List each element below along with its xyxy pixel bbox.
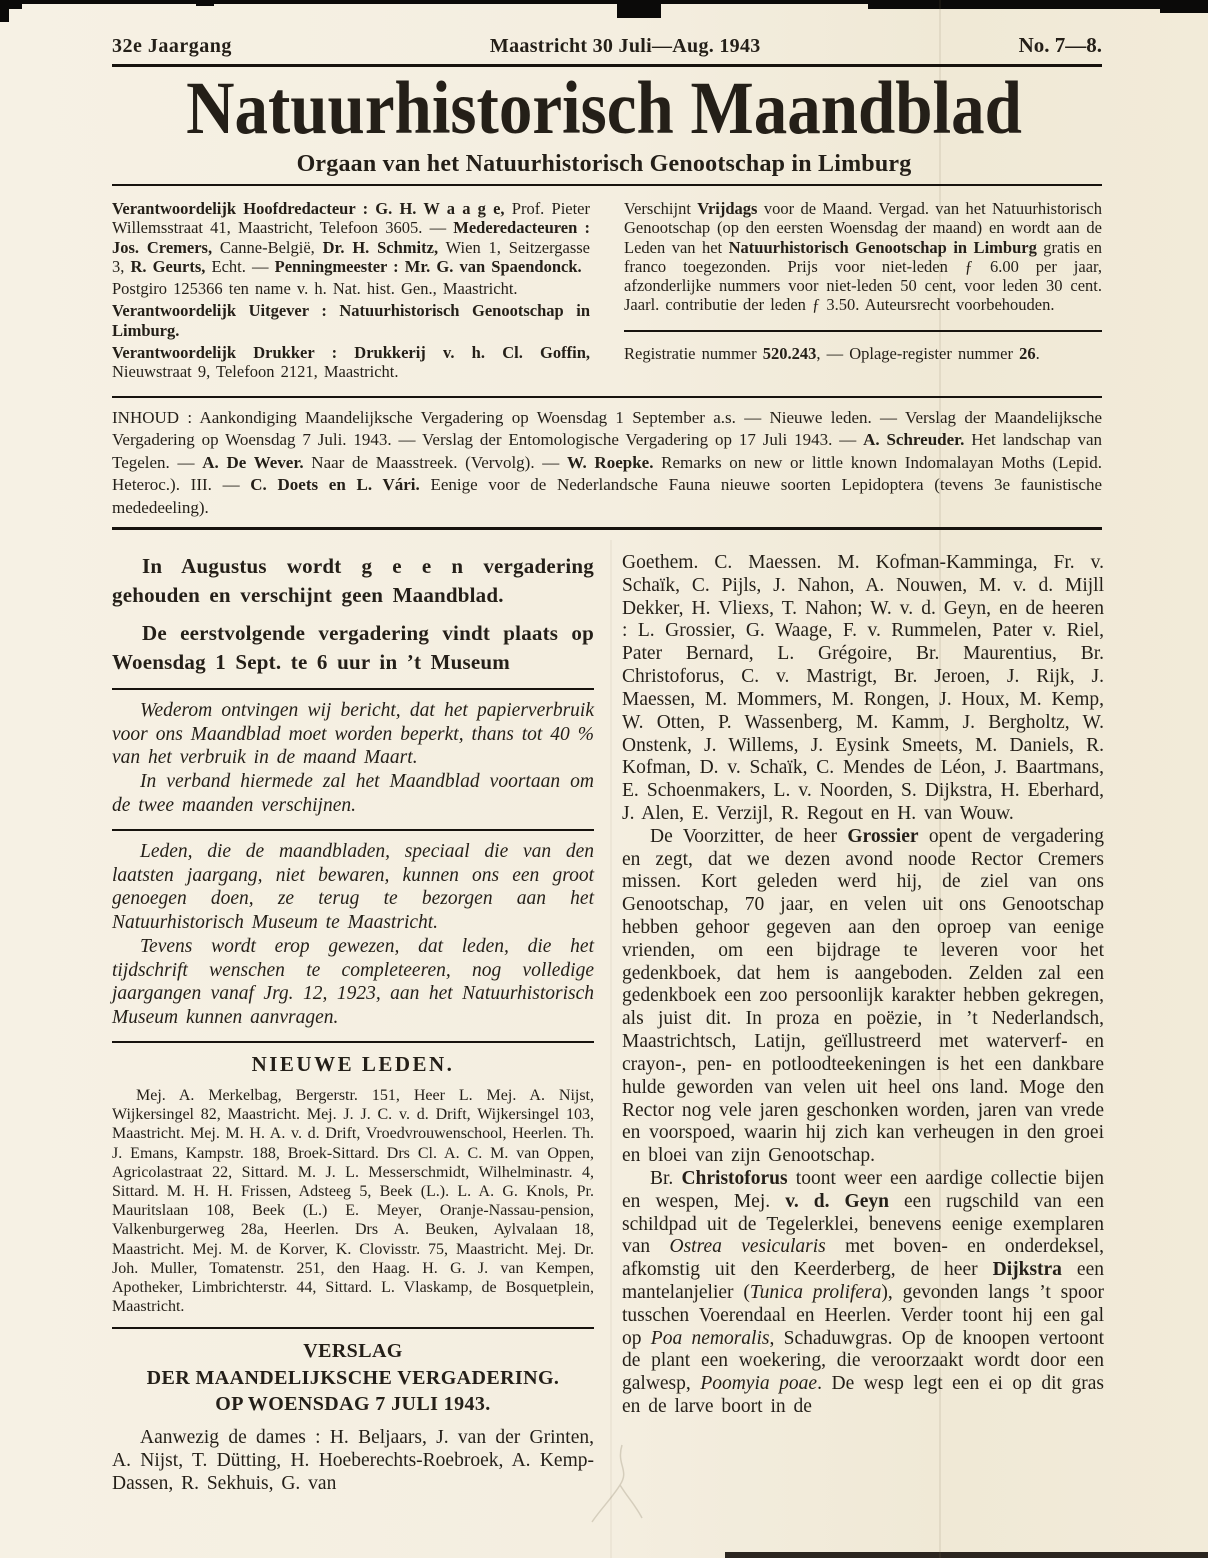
scan-edge-top-corner — [1160, 0, 1208, 13]
right-column — [622, 552, 1104, 1419]
report-heading-line1: VERSLAG — [303, 1340, 403, 1363]
paper-gutter-crease — [610, 540, 612, 1558]
table-of-contents: INHOUD : Aankondiging Maandelijksche Vergadering op Woensdag 1 September a.s. — Nieuwe leden. — Verslag der Maandelijksche Vergadering op Woensdag 7 Juli. 1943. — Verslag der Entomologische Vergadering op 17 Juli 1943. — A. Schreuder. Het landschap van Tegelen. — A. De Wever. Naar de Maasstreek. (Vervolg). — W. Roepke. Remarks on new or little known Indomalayan Moths (Lepid. Heteroc.). III. — C. Doets en L. Vári. Eenige voor de Nederlandsche Fauna nieuwe soorten Lepidoptera (tevens 3e faunistische mededeeling). — [112, 408, 1102, 517]
exhibits-paragraph: Br. Christoforus toont weer een aardige collectie bijen en wespen, Mej. v. d. Geyn een rugschild van een schildpad uit de Tegelerklei, benevens eenige exemplaren van Ostrea vesicularis met boven- en onderdeksel, afkomstig uit den Keerderberg, de heer Dijkstra een mantelanjelier (Tunica prolifera), gevonden langs ’t spoor tusschen Voerendaal en Heerlen. Verder toont hij een gal op Poa nemoralis, Schaduwgras. Op de knoopen vertoont de plant een woekering, die veroorzaakt wordt door een galwesp, Poomyia poae. De wesp legt een ei op dit gras en de larve boort in de — [622, 1167, 1105, 1418]
bimonthly-notice: In verband hiermede zal het Maandblad voortaan om de twee maanden verschijnen. — [112, 771, 594, 816]
attendees-continued: Goethem. C. Maessen. M. Kofman-Kamminga, Fr. v. Schaïk, C. Pijls, J. Nahon, A. Nouwen, M. v. d. Mijll Dekker, H. Vliexs, T. Nahon; W. v. d. Geyn, en de heeren : L. Grossier, G. Waage, F. v. Rummelen, Pater v. Riel, Pater Bernard, L. Grégoire, Br. Maurentius, Br. Christoforus, C. v. Mastrigt, Br. Jeroen, J. Rijk, J. Maessen, M. Mommers, M. Rongen, J. Houx, M. Kemp, W. Otten, P. Wassenberg, M. Kamm, J. Bergholtz, W. Onstenk, J. Willems, J. Eysink Smeets, M. Daniels, R. Kofman, D. v. Schaïk, C. Mendes de Léon, J. Baartmans, E. Schoenmakers, L. v. Noorden, S. Dijkstra, H. Eberhard, J. Alen, E. Verzijl, R. Regout en H. van Wouw. — [622, 552, 1104, 824]
paper-restriction-notice: Wederom ontvingen wij bericht, dat het papierverbruik voor ons Maandblad moet worden beperkt, thans tot 40 % van het verbruik in de maand Maart. — [112, 699, 594, 769]
august-announcement: In Augustus wordt g e e n vergadering gehouden en verschijnt geen Maandblad. — [112, 554, 594, 607]
editorial-info: Verantwoordelijk Hoofdredacteur : G. H. W a a g e, Prof. Pieter Willemsstraat 41, Maastricht, Telefoon 3605. — Mederedacteuren : Jos. Cremers, Canne-België, Dr. H. Schmitz, Wien 1, Seitzergasse 3, R. Geurts, Echt. — Penningmeester : Mr. G. van Spaendonck. — [112, 199, 591, 276]
postgiro-line: Postgiro 125366 ten name v. h. Nat. hist. Gen., Maastricht. — [112, 279, 518, 299]
subscription-rule — [624, 330, 1102, 332]
next-meeting-announcement: De eerstvolgende vergadering vindt plaats op Woensdag 1 Sept. te 6 uur in ’t Museum — [112, 620, 594, 674]
scan-edge-top-right — [868, 0, 1208, 9]
column-rule — [112, 688, 594, 690]
issue-date: Maastricht 30 Juli—Aug. 1943 — [489, 35, 761, 57]
volume-label: 32e Jaargang — [112, 35, 232, 57]
scan-edge-top-left2 — [0, 0, 9, 22]
report-heading — [112, 1338, 594, 1418]
subtitle-rule — [112, 184, 1102, 186]
report-heading-line2: DER MAANDELIJKSCHE VERGADERING. — [146, 1366, 560, 1389]
subscription-info: Verschijnt Vrijdags voor de Maand. Vergad. van het Natuurhistorisch Genootschap (op den eersten Woensdag der maand) en wordt aan de Leden van het Natuurhistorisch Genootschap in Limburg gratis en franco toegezonden. Prijs voor niet-leden ƒ 6.00 per jaar, afzonderlijke nummers voor niet-leden 50 cent, voor leden 30 cent. Jaarl. contributie der leden ƒ 3.50. Auteursrecht voorbehouden. — [624, 199, 1102, 315]
masthead-subscription-block — [624, 199, 1102, 363]
printer-info: Verantwoordelijk Drukker : Drukkerij v. h. Cl. Goffin, Nieuwstraat 9, Telefoon 2121, Maastricht. — [112, 343, 590, 382]
page-subtitle: Orgaan van het Natuurhistorisch Genootschap in Limburg — [296, 151, 912, 177]
column-rule — [112, 1041, 594, 1043]
column-rule — [112, 829, 594, 831]
attendees-paragraph: Aanwezig de dames : H. Beljaars, J. van der Grinten, A. Nijst, T. Dütting, H. Hoeberechts-Roebroek, A. Kemp-Dassen, R. Sekhuis, G. van — [112, 1427, 594, 1494]
scan-notch-top — [617, 0, 661, 18]
registration-line: Registratie nummer 520.243, — Oplage-register nummer 26. — [624, 343, 1040, 363]
publisher-info: Verantwoordelijk Uitgever : Natuurhistorisch Genootschap in Limburg. — [112, 301, 590, 340]
new-members-heading: NIEUWE LEDEN. — [251, 1052, 455, 1077]
complete-volumes-notice: Tevens wordt erop gewezen, dat leden, die het tijdschrift wenschen te completeeren, nog volledige jaargangen vanaf Jrg. 12, 1923, aan het Natuurhistorisch Museum kunnen aanvragen. — [112, 935, 594, 1029]
page-title: Natuurhistorisch Maandblad — [186, 67, 1022, 150]
masthead-rule — [112, 396, 1102, 398]
return-issues-notice: Leden, die de maandbladen, speciaal die van den laatsten jaargang, niet bewaren, kunnen ons een groot genoegen doen, ze terug te bezorgen aan het Natuurhistorisch Museum te Maastricht. — [112, 840, 594, 934]
chairman-paragraph: De Voorzitter, de heer Grossier opent de vergadering en zegt, dat we dezen avond noode Rector Cremers missen. Kort geleden werd hij, de ziel van ons Genootschap, 70 jaar, en velen uit ons Genootschap hebben gehoor gegeven aan den oproep van eenige vrienden, om een bijdrage te leveren voor het gedenkboek, dat hem is aangeboden. Zelden zal een gedenkboek een zoo persoonlijk karakter hebben gekregen, als juist dit. In proza en poëzie, in ’t Nederlandsch, Maastrichtsch, Latijn, geïllustreerd met waterverf- en crayon-, pen- en potloodteekeningen is het een dankbare hulde geworden van velen uit heel ons land. Moge den Rector nog vele jaren geschonken worden, jaren van vrede en voorspoed, waarin hij zich kan verheugen in den groei en bloei van zijn Genootschap. — [622, 825, 1104, 1167]
new-members-list: Mej. A. Merkelbag, Bergerstr. 151, Heer L. Mej. A. Nijst, Wijkersingel 82, Maastricht. Mej. J. J. C. v. d. Drift, Wijkersingel 103, Maastricht. Mej. M. H. A. v. d. Drift, Vroedvrouwenschool, Heerlen. Th. J. Emans, Kampstr. 188, Broek-Sittard. Drs Cl. A. C. M. van Oppen, Agricolastraat 22, Sittard. M. J. L. Messerschmidt, Wilhelminastr. 4, Sittard. M. H. H. Frissen, Adsteeg 5, Beek (L.). L. A. G. Knols, Pr. Mauritslaan 108, Beek (L.) E. Meyer, Oranje-Nassau-pension, Valkenburgerweg 28a, Heerlen. Drs A. Beuken, Aylvalaan 18, Maastricht. Mej. M. de Korver, K. Clovisstr. 75, Maastricht. Mej. Dr. Joh. Muller, Tomatenstr. 251, den Haag. H. G. J. van Kempen, Apotheker, Limbrichterstr. 44, Sittard. L. Vlaskamp, de Bosquetplein, Maastricht. — [112, 1087, 594, 1316]
masthead-editorial-block — [112, 199, 590, 382]
left-column — [112, 552, 594, 1496]
issue-number: No. 7—8. — [1018, 33, 1102, 57]
issue-header-row — [112, 33, 1102, 58]
column-rule — [112, 1327, 594, 1329]
scan-mark-top — [196, 0, 214, 6]
scan-edge-bottom-right — [725, 1552, 1208, 1558]
contents-rule — [112, 527, 1102, 530]
report-heading-line3: OP WOENSDAG 7 JULI 1943. — [215, 1393, 491, 1416]
